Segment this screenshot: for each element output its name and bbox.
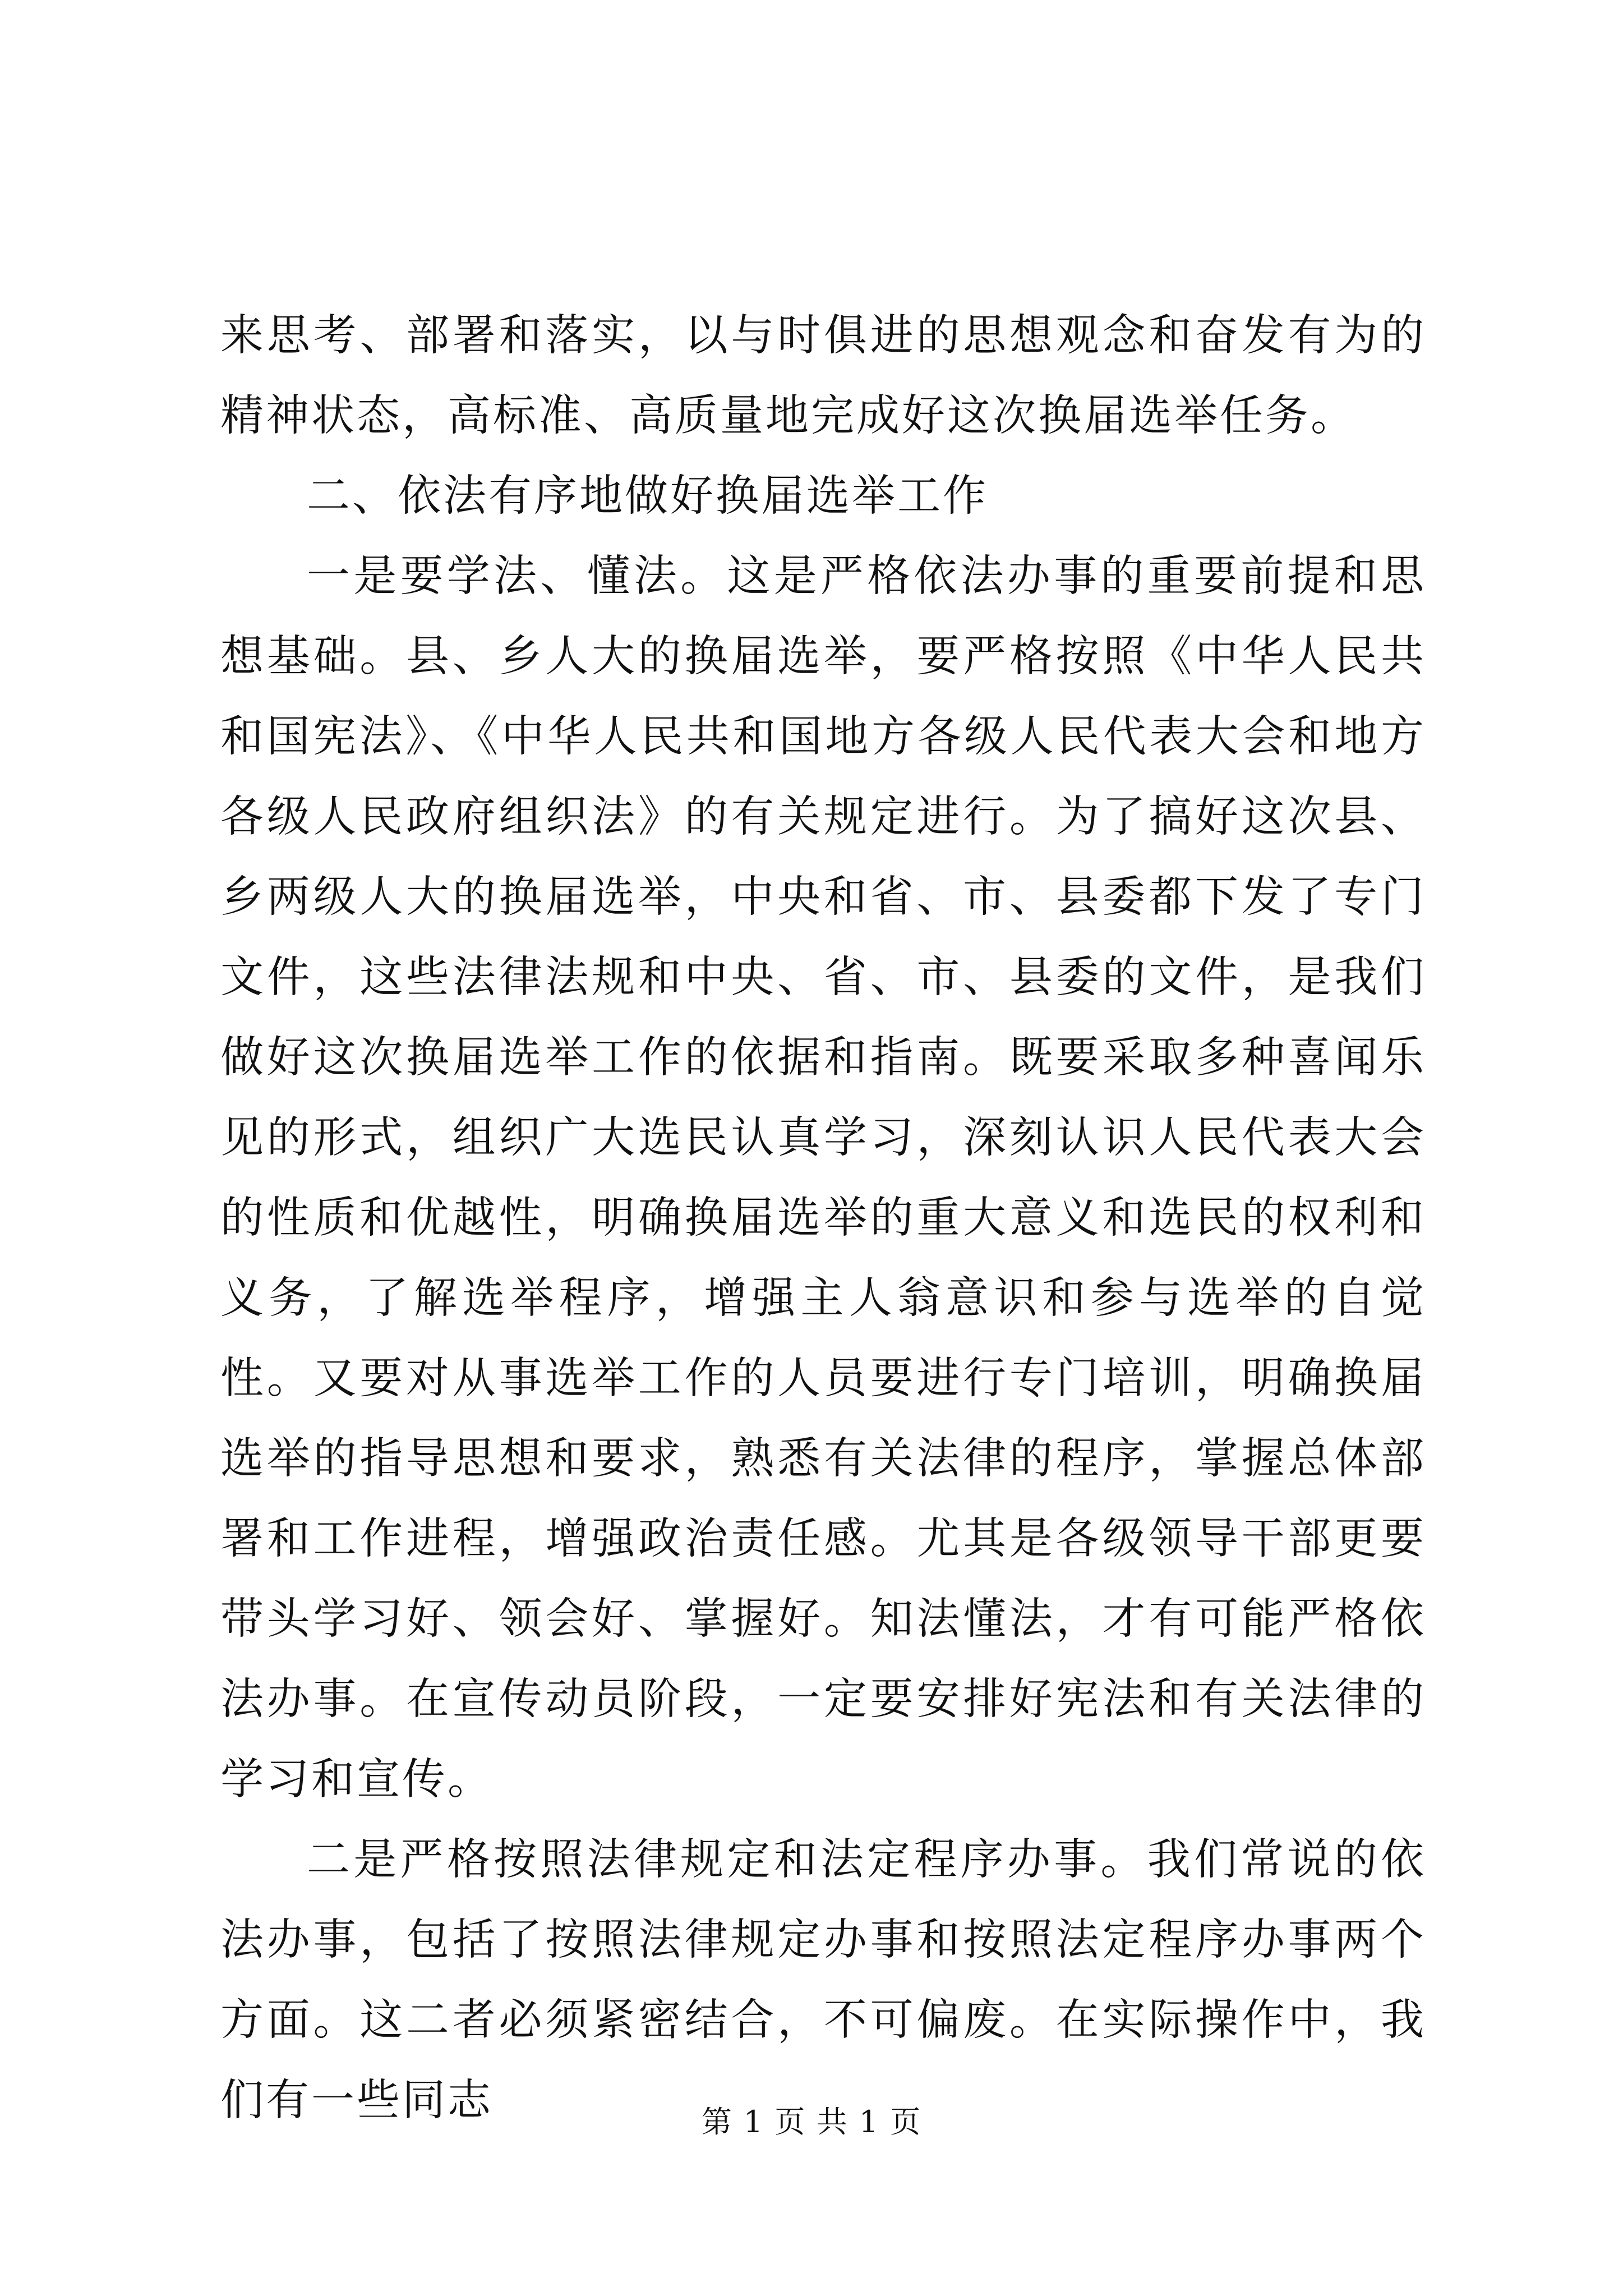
section-heading: 二、依法有序地做好换届选举工作	[307, 471, 988, 521]
continued-paragraph: 来思考、部署和落实，以与时俱进的思想观念和奋发有为的精神状态，高标准、高质量地完成好这次换届选举任务。	[220, 311, 1426, 441]
page-number-label: 第 1 页 共 1 页	[701, 2104, 922, 2139]
page-footer	[0, 2098, 1623, 2141]
paragraph-learn-law: 一是要学法、懂法。这是严格依法办事的重要前提和思想基础。县、乡人大的换届选举，要严格按照《中华人民共和国宪法》、《中华人民共和国地方各级人民代表大会和地方各级人民政府组织法》的有关规定进行。为了搞好这次县、乡两级人大的换届选举，中央和省、市、县委都下发了专门文件，这些法律法规和中央、省、市、县委的文件，是我们做好这次换届选举工作的依据和指南。既要采取多种喜闻乐见的形式，组织广大选民认真学习，深刻认识人民代表大会的性质和优越性，明确换届选举的重大意义和选民的权利和义务，了解选举程序，增强主人翁意识和参与选举的自觉性。又要对从事选举工作的人员要进行专门培训，明确换届选举的指导思想和要求，熟悉有关法律的程序，掌握总体部署和工作进程，增强政治责任感。尤其是各级领导干部更要带头学习好、领会好、掌握好。知法懂法，才有可能严格依法办事。在宣传动员阶段，一定要安排好宪法和有关法律的学习和宣传。	[220, 551, 1426, 1805]
document-body	[220, 296, 1426, 2141]
paragraph-follow-procedure: 二是严格按照法律规定和法定程序办事。我们常说的依法办事，包括了按照法律规定办事和按照法定程序办事两个方面。这二者必须紧密结合，不可偏废。在实际操作中，我们有一些同志	[220, 1835, 1426, 2125]
